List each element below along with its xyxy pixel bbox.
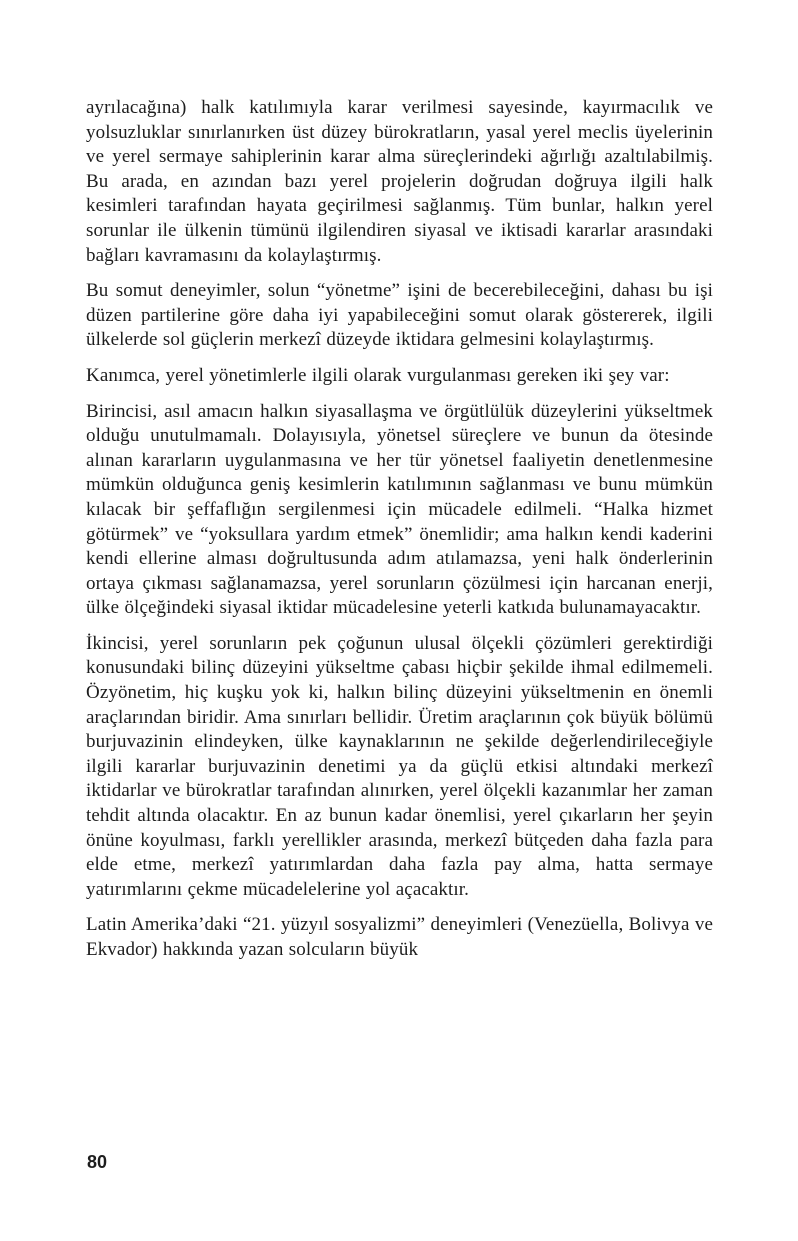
paragraph: ayrılacağına) halk katılımıyla karar verilmesi sayesinde, kayırmacılık ve yolsuzluklar sınırlanırken üst düzey bürokratların, yasal yerel meclis üyelerinin ve yerel sermaye sahiplerinin karar alma süreçlerindeki ağırlığı azaltılabilmiş. Bu arada, en azından bazı yerel projelerin doğrudan doğruya ilgili halk kesimleri tarafından hayata geçirilmesi sağlanmış. Tüm bunlar, halkın yerel sorunlar ile ülkenin tümünü ilgilendiren siyasal ve iktisadi kararlar arasındaki bağları kavramasını da kolaylaştırmış.: [86, 97, 713, 266]
page-number: 80: [87, 1152, 108, 1172]
paragraph: İkincisi, yerel sorunların pek çoğunun ulusal ölçekli çözümleri gerektirdiği konusundaki bilinç düzeyini yükseltme çabası hiçbir şekilde ihmal edilmemeli. Özyönetim, hiç kuşku yok ki, halkın bilinç düzeyini yükseltmenin en önemli araçlarından biridir. Ama sınırları bellidir. Üretim araçlarının çok büyük bölümü burjuvazinin elindeyken, ülke kaynaklarının ne şekilde değerlendirileceğiyle ilgili kararlar burjuvazinin denetimi ya da güçlü etkisi altındaki merkezî iktidarlar ve bürokratlar tarafından alınırken, yerel ölçekli kazanımlar her zaman tehdit altında olacaktır. En az bunun kadar önemlisi, yerel çıkarların her şeyin önüne koyulması, farklı yerellikler arasında, merkezî bütçeden daha fazla para elde etme, merkezî yatırımlardan daha fazla pay alma, hatta sermaye yatırımlarını çekme mücadelelerine yol açacaktır.: [86, 632, 713, 900]
paragraph: Latin Amerika’daki “21. yüzyıl sosyalizmi” deneyimleri (Venezüella, Bolivya ve Ekvador) hakkında yazan solcuların büyük: [86, 914, 713, 960]
paragraph: Bu somut deneyimler, solun “yönetme” işini de becerebileceğini, dahası bu işi düzen partilerine göre daha iyi yapabileceğini somut olarak göstererek, ilgili ülkelerde sol güçlerin merkezî düzeyde iktidara gelmesini kolaylaştırmış.: [86, 280, 713, 351]
body-text: [86, 96, 713, 963]
paragraph: Birincisi, asıl amacın halkın siyasallaşma ve örgütlülük düzeylerini yükseltmek olduğu unutulmamalı. Dolayısıyla, yönetsel süreçlere ve bunun da ötesinde alınan kararların uygulanmasına ve her tür yönetsel faaliyetin denetlenmesine mümkün olduğunca geniş kesimlerin katılımının sağlanması ve bunu mümkün kılacak bir şeffaflığın sergilenmesi için mücadele edilmeli. “Halka hizmet götürmek” ve “yoksullara yardım etmek” önemlidir; ama halkın kendi kaderini kendi ellerine alması doğrultusunda adım atılamazsa, yeni halk önderlerinin ortaya çıkması sağlanamazsa, yerel sorunların çözülmesi için harcanan enerji, ülke ölçeğindeki siyasal iktidar mücadelesine yeterli katkıda bulunamayacaktır.: [86, 400, 713, 619]
paragraph: Kanımca, yerel yönetimlerle ilgili olarak vurgulanması gereken iki şey var:: [86, 364, 670, 386]
